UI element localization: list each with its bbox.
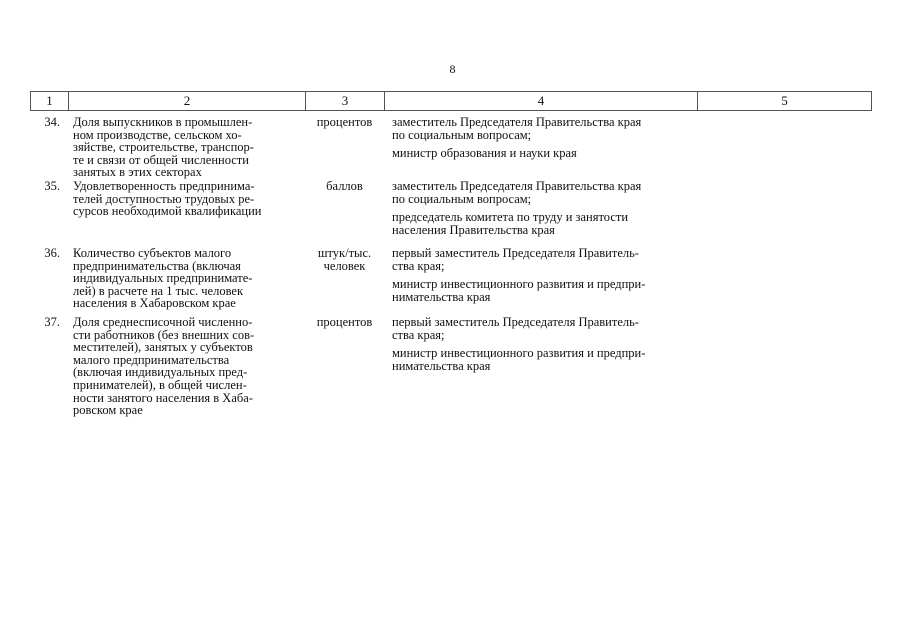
responsible-official — [392, 116, 697, 141]
responsible-line: министр инвестиционного развития и предпри- — [392, 277, 646, 292]
header-col-2: 2 — [69, 92, 306, 110]
indicator-name-line: Доля среднесписочной численно- — [73, 315, 253, 329]
note-cell — [697, 247, 872, 316]
header-col-4: 4 — [385, 92, 698, 110]
indicator-name-line: зяйстве, строительстве, транспор- — [73, 140, 254, 155]
responsible-line: первый заместитель Председателя Правитель- — [392, 315, 639, 329]
responsible-officials — [384, 247, 697, 316]
responsible-officials — [384, 180, 697, 247]
unit-line: штук/тыс. — [317, 246, 372, 260]
page-number: 8 — [449, 62, 456, 76]
responsible-line: министр образования и науки края — [392, 146, 577, 161]
indicator-name-line: занятых в этих секторах — [73, 165, 202, 180]
unit-of-measure — [305, 116, 384, 180]
responsible-official — [392, 278, 697, 303]
header-col-1: 1 — [31, 92, 69, 110]
indicator-name-line: принимателей), в общей числен- — [73, 377, 247, 392]
responsible-line: заместитель Председателя Правительства края — [392, 179, 642, 193]
indicator-name-line: сурсов необходимой квалификации — [73, 204, 262, 219]
unit-line: процентов — [316, 315, 373, 329]
responsible-line: ства края; — [392, 258, 445, 273]
indicator-name — [68, 316, 305, 426]
responsible-official — [392, 147, 697, 160]
indicator-name-line: предпринимательства (включая — [73, 258, 241, 273]
table-body — [30, 116, 872, 426]
row-number: 34. — [44, 115, 60, 129]
header-col-3: 3 — [306, 92, 385, 110]
indicator-name-line: местителей), занятых у субъектов — [73, 340, 253, 355]
indicator-name-line: Доля выпускников в промышлен- — [73, 115, 253, 129]
responsible-official — [392, 316, 697, 341]
note-cell — [697, 116, 872, 180]
indicator-name — [68, 247, 305, 316]
indicator-name-line: ровском крае — [73, 403, 143, 418]
indicator-name-line: малого предпринимательства — [73, 352, 230, 367]
indicator-name-line: ном производстве, сельском хо- — [73, 127, 242, 142]
responsible-line: нимательства края — [392, 358, 491, 373]
responsible-official — [392, 247, 697, 272]
row-number: 35. — [44, 179, 60, 193]
indicator-name-line: Удовлетворенность предпринима- — [73, 179, 255, 193]
unit-of-measure — [305, 316, 384, 426]
indicator-name-line: лей) в расчете на 1 тыс. человек — [73, 283, 244, 298]
indicator-name-line: телей доступностью трудовых ре- — [73, 191, 255, 206]
indicator-name-line: (включая индивидуальных пред- — [73, 365, 248, 380]
responsible-line: заместитель Председателя Правительства края — [392, 115, 642, 129]
table-row — [30, 316, 872, 426]
indicator-name-line: населения в Хабаровском крае — [73, 296, 236, 311]
table-row — [30, 116, 872, 180]
indicator-name — [68, 180, 305, 247]
responsible-officials — [384, 316, 697, 426]
responsible-line: министр инвестиционного развития и предпри- — [392, 346, 646, 361]
table-header — [30, 91, 872, 111]
header-col-5: 5 — [781, 93, 788, 108]
row-number: 37. — [44, 315, 60, 329]
indicator-name-line: индивидуальных предпринимате- — [73, 271, 253, 286]
indicator-name-line: Количество субъектов малого — [73, 246, 232, 260]
responsible-line: населения Правительства края — [392, 222, 555, 237]
unit-of-measure — [305, 180, 384, 247]
responsible-line: первый заместитель Председателя Правитель- — [392, 246, 639, 260]
table-row — [30, 247, 872, 316]
responsible-officials — [384, 116, 697, 180]
indicator-name — [68, 116, 305, 180]
responsible-official — [392, 180, 697, 205]
responsible-line: по социальным вопросам; — [392, 127, 532, 142]
indicator-name-line: те и связи от общей численности — [73, 152, 249, 167]
responsible-official — [392, 211, 697, 236]
responsible-official — [392, 347, 697, 372]
responsible-line: председатель комитета по труду и занятости — [392, 210, 629, 225]
indicator-name-line: сти работников (без внешних сов- — [73, 327, 255, 342]
table-row — [30, 180, 872, 247]
responsible-line: ства края; — [392, 327, 445, 342]
note-cell — [697, 180, 872, 247]
responsible-line: нимательства края — [392, 289, 491, 304]
unit-of-measure — [305, 247, 384, 316]
responsible-line: по социальным вопросам; — [392, 191, 532, 206]
note-cell — [697, 316, 872, 426]
row-number: 36. — [44, 246, 60, 260]
indicator-name-line: ности занятого населения в Хаба- — [73, 390, 253, 405]
unit-line: процентов — [316, 115, 373, 129]
unit-line: человек — [323, 258, 366, 273]
unit-line: баллов — [326, 179, 363, 193]
